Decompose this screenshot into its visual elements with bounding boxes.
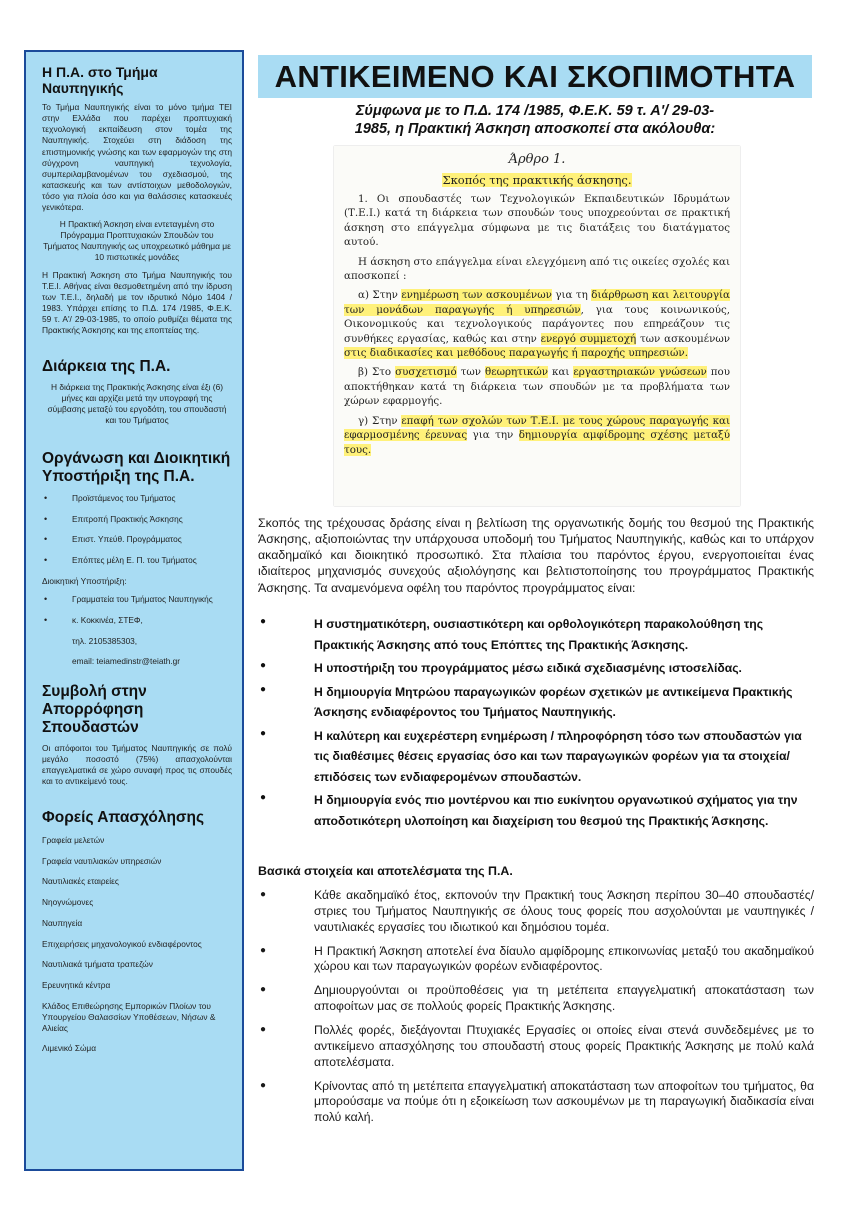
subtitle-line: 1985, η Πρακτική Άσκηση αποσκοπεί στα ακόλουθα: <box>354 121 716 138</box>
list-item: Νηογνώμονες <box>42 897 94 908</box>
results-heading: Βασικά στοιχεία και αποτελέσματα της Π.Α. <box>258 864 513 878</box>
article-paragraph: Η άσκηση στο επάγγελμα είναι ελεγχόμενη από τις οικείες σχολές και αποσκοπεί : <box>344 255 730 283</box>
clause-text: γ) Στην <box>358 414 402 427</box>
intro-paragraph: Σκοπός της τρέχουσας δράσης είναι η βελτίωση της οργανωτικής δομής του θεσμού της Πρακτικής Άσκησης, αξιοποιώντας την υπάρχουσα υποδομή του Τμήματος Ναυπηγικής, καθώς και το υπάρχον ακαδημαϊκό και διοικητικό προσωπικό. Στα πλαίσια του παρόντος έργου, ενεργοποιείται ένας ιδιαίτερος μηχανισμός συνεχούς αξιολόγησης και βελτιστοποίησης του προγράμματος Πρακτικής Άσκησης. Τα αναμενόμενα οφέλη του παρόντος προγράμματος είναι: <box>258 516 814 595</box>
results-list <box>258 888 814 1134</box>
list-item: ● Κάθε ακαδημαϊκό έτος, εκπονούν την Πρακτική τους Άσκηση περίπου 30–40 σπουδαστές/στριες του Τμήματος Ναυπηγικής σε όλους τους φορείς που ασχολούνται με ναυπηγικές / ναυτιλιακές εργασίες του ιδιωτικού και δημόσιου τομέα. <box>258 888 814 936</box>
clause-text: α) Στην <box>358 289 402 302</box>
email-link[interactable]: email: teiamedinstr@teiath.gr <box>72 656 181 667</box>
list-item: • Επιστ. Υπεύθ. Προγράμματος <box>42 534 232 545</box>
clause-text: και <box>548 366 574 379</box>
list-item: Κλάδος Επιθεώρησης Εμπορικών Πλοίων του Υπουργείου Θαλασσίων Υποθέσεων, Νήσων & Αλιείας <box>42 1001 216 1033</box>
sidebar-heading-duration: Διάρκεια της Π.Α. <box>42 358 171 376</box>
list-item: Ερευνητικά κέντρα <box>42 980 111 991</box>
list-item: • Προϊστάμενος του Τμήματος <box>42 493 232 504</box>
list-item: • Γραμματεία του Τμήματος Ναυπηγικής <box>42 594 232 605</box>
clause-text: που αποκτήθηκαν κατά τη διάρκεια των σπουδών με τα προβλήματα των χώρων εφαρμογής. <box>344 366 730 408</box>
benefits-list <box>258 614 814 834</box>
list-item: ● Η δημιουργία ενός πιο μοντέρνου και πιο ευκίνητου οργανωτικού σχήματος για την αποδοτικότερη υλοποίηση και διαχείριση του θεσμού της Πρακτικής Άσκησης. <box>258 790 814 831</box>
list-item: ● Η υποστήριξη του προγράμματος μέσω ειδικά σχεδιασμένης ιστοσελίδας. <box>258 658 814 679</box>
employers-list <box>42 835 232 1054</box>
list-item: Ναυπηγεία <box>42 917 83 928</box>
sidebar-heading-department: Η Π.Α. στο Τμήμα Ναυπηγικής <box>42 64 158 97</box>
list-item: ● Κρίνοντας από τη μετέπειτα επαγγελματική αποκατάσταση των αποφοίτων του τμήματος, θα μπορούσαμε να πούμε ότι η εξοικείωση των ασκουμένων με τη παραγωγική διαδικασία είναι πολύ καλή. <box>258 1079 814 1127</box>
list-item: • Επιτροπή Πρακτικής Άσκησης <box>42 514 232 525</box>
clause-text: των <box>456 366 486 379</box>
clause-text: των ασκουμένων <box>636 332 730 345</box>
highlight: θεωρητικών <box>485 366 549 379</box>
article-clause-a <box>344 288 730 360</box>
clause-text: β) Στο <box>358 366 396 379</box>
sidebar-text: Οι απόφοιτοι του Τμήματος Ναυπηγικής σε πολύ μεγάλο ποσοστό (75%) απασχολούνται επαγγελματικά σε χώρο συναφή προς τις σπουδές και το αντικείμενό τους. <box>42 742 232 786</box>
list-item: Επιχειρήσεις μηχανολογικού ενδιαφέροντος <box>42 938 202 949</box>
list-item: Λιμενικό Σώμα <box>42 1043 97 1054</box>
article-clause-c <box>344 414 730 457</box>
highlight: συσχετισμό <box>395 366 457 379</box>
title-banner <box>258 55 812 98</box>
sidebar-heading-organization: Οργάνωση και Διοικητική Υποστήριξη της Π.Α. <box>42 450 231 486</box>
highlight: διάρθρωση και λειτουργία των μονάδων παραγωγής ή υπηρεσιών <box>344 289 730 316</box>
support-label: Διοικητική Υποστήριξη: <box>42 576 127 586</box>
highlight: στις διαδικασίες και μεθόδους παραγωγής ή παροχής υπηρεσιών. <box>344 347 688 360</box>
list-item: • Επόπτες μέλη Ε. Π. του Τμήματος <box>42 555 232 566</box>
subtitle <box>268 102 802 139</box>
list-item: ● Η δημιουργία Μητρώου παραγωγικών φορέων σχετικών με αντικείμενα Πρακτικής Άσκησης ενδιαφέροντος του Τμήματος Ναυπηγικής. <box>258 682 814 723</box>
list-item: ● Πολλές φορές, διεξάγονται Πτυχιακές Εργασίες οι οποίες είναι στενά συνδεδεμένες με το αντικείμενο απασχόλησης του σπουδαστή στους φορείς Πρακτικής Άσκησης με πολύ καλά αποτελέσματα. <box>258 1023 814 1071</box>
clause-text: για τη <box>551 289 592 302</box>
article-number: Άρθρο 1. <box>508 152 566 167</box>
list-item: ● Η Πρακτική Άσκηση αποτελεί ένα δίαυλο αμφίδρομης επικοινωνίας μεταξύ του ακαδημαϊκού χώρου και των παραγωγικών φορέων ενδιαφέροντος. <box>258 944 814 976</box>
sidebar-heading-absorption: Συμβολή στην Απορρόφηση Σπουδαστών <box>42 683 147 736</box>
article-clause-b <box>344 365 730 408</box>
list-item: ● Δημιουργούνται οι προϋποθέσεις για τη μετέπειτα επαγγελματική αποκατάσταση των αποφοίτων μας σε πολλούς φορείς Πρακτικής Άσκησης. <box>258 983 814 1015</box>
article-paragraph: 1. Οι σπουδαστές των Τεχνολογικών Εκπαιδευτικών Ιδρυμάτων (Τ.Ε.Ι.) κατά τη διάρκεια των σπουδών τους υποχρεούνται σε πρακτική άσκηση στο επάγγελμα σύμφωνα με τις διατάξεις του διατάγματος αυτού. <box>344 193 730 249</box>
list-item: Ναυτιλιακά τμήματα τραπεζών <box>42 959 153 970</box>
sidebar-text: Η διάρκεια της Πρακτικής Άσκησης είναι έξι (6) μήνες και αρχίζει μετά την υπογραφή της σύμβασης μεταξύ του εργοδότη, του σπουδαστή και του Τμήματος <box>47 381 227 426</box>
highlight: εργαστηριακών γνώσεων <box>573 366 707 379</box>
sidebar <box>24 50 244 1171</box>
highlight: Σκοπός της πρακτικής άσκησης. <box>442 173 632 187</box>
sidebar-text: Το Τμήμα Ναυπηγικής είναι το μόνο τμήμα ΤΕΙ στην Ελλάδα που παρέχει προπτυχιακή τεχνολογική εκπαίδευση στον τομέα της Ναυπηγικής. Στοχεύει στη διάδοση της επιστημονικής γνώσης και των εφαρμογών της στη σύγχρονη ναυπηγική τεχνολογία, συμπεριλαμβανομένων του σχεδιασμού, της κατασκευής και των αντίστοιχων μεθοδολογιών, τόσο για πλοία όσο και για θαλάσσιες κατασκευές γενικότερα. <box>42 102 232 213</box>
article-heading <box>344 173 730 187</box>
list-item: Γραφεία μελετών <box>42 834 105 845</box>
sidebar-heading-employers: Φορείς Απασχόλησης <box>42 808 205 826</box>
scanned-article <box>334 146 740 506</box>
list-item: Γραφεία ναυτιλιακών υπηρεσιών <box>42 855 162 866</box>
subtitle-line: Σύμφωνα με το Π.Δ. 174 /1985, Φ.Ε.Κ. 59 τ. Α'/ 29-03- <box>355 103 715 119</box>
sidebar-text: Η Πρακτική Άσκηση είναι εντεταγμένη στο Πρόγραμμα Προπτυχιακών Σπουδών του Τμήματος Ναυπηγικής ως υποχρεωτικό μάθημα με 10 πιστωτικές μονάδες <box>43 219 231 263</box>
highlight: επαφή των σχολών των Τ.Ε.Ι. με τους χώρους παραγωγής και εφαρμοσμένης έρευνας <box>344 414 730 442</box>
list-item: ● Η καλύτερη και ευχερέστερη ενημέρωση / πληροφόρηση τόσο των σπουδαστών για τις διαθέσιμες θέσεις εργασίας όσο και των παραγωγικών φορέων για τα στοιχεία/επιδόσεις των ενδιαφερομένων σπουδαστών. <box>258 726 814 788</box>
organization-list <box>42 493 232 566</box>
phone-text: τηλ. 2105385303, <box>72 635 138 646</box>
support-list <box>42 594 232 667</box>
highlight: ενημέρωση των ασκουμένων <box>401 289 552 302</box>
highlight: ενεργό συμμετοχή <box>540 332 637 345</box>
list-item: • κ. Κοκκινέα, ΣΤΕΦ, <box>42 615 232 626</box>
highlight: δημιουργία αμφίδρομης σχέσης μεταξύ τους. <box>344 429 730 456</box>
clause-text: για την <box>467 429 519 442</box>
list-item: Ναυτιλιακές εταιρείες <box>42 876 119 887</box>
list-item: ● Η συστηματικότερη, ουσιαστικότερη και ορθολογικότερη παρακολούθηση της Πρακτικής Άσκησης από τους Επόπτες της Πρακτικής Άσκησης. <box>258 614 814 655</box>
page-title: ΑΝΤΙΚΕΙΜΕΝΟ ΚΑΙ ΣΚΟΠΙΜΟΤΗΤΑ <box>274 58 796 94</box>
sidebar-text: Η Πρακτική Άσκηση στο Τμήμα Ναυπηγικής του Τ.Ε.Ι. Αθήνας είναι θεσμοθετημένη από την ίδρυση των Τ.Ε.Ι., δηλαδή με τον ιδρυτικό Νόμο 1404 / 1983. Υπάρχει επίσης το Π.Δ. 174 /1985, Φ.Ε.Κ. 59 τ. Α'/ 29-03-1985, το οποίο ρυθμίζει θέματα της Πρακτικής Άσκησης και της εποπτείας της. <box>42 269 232 335</box>
clause-text: , για τους κοινωνικούς, Οικονομικούς και τεχνολογικούς παράγοντες που επηρεάζουν τις συνθήκες εργασίας, καθώς και στην <box>344 303 731 345</box>
